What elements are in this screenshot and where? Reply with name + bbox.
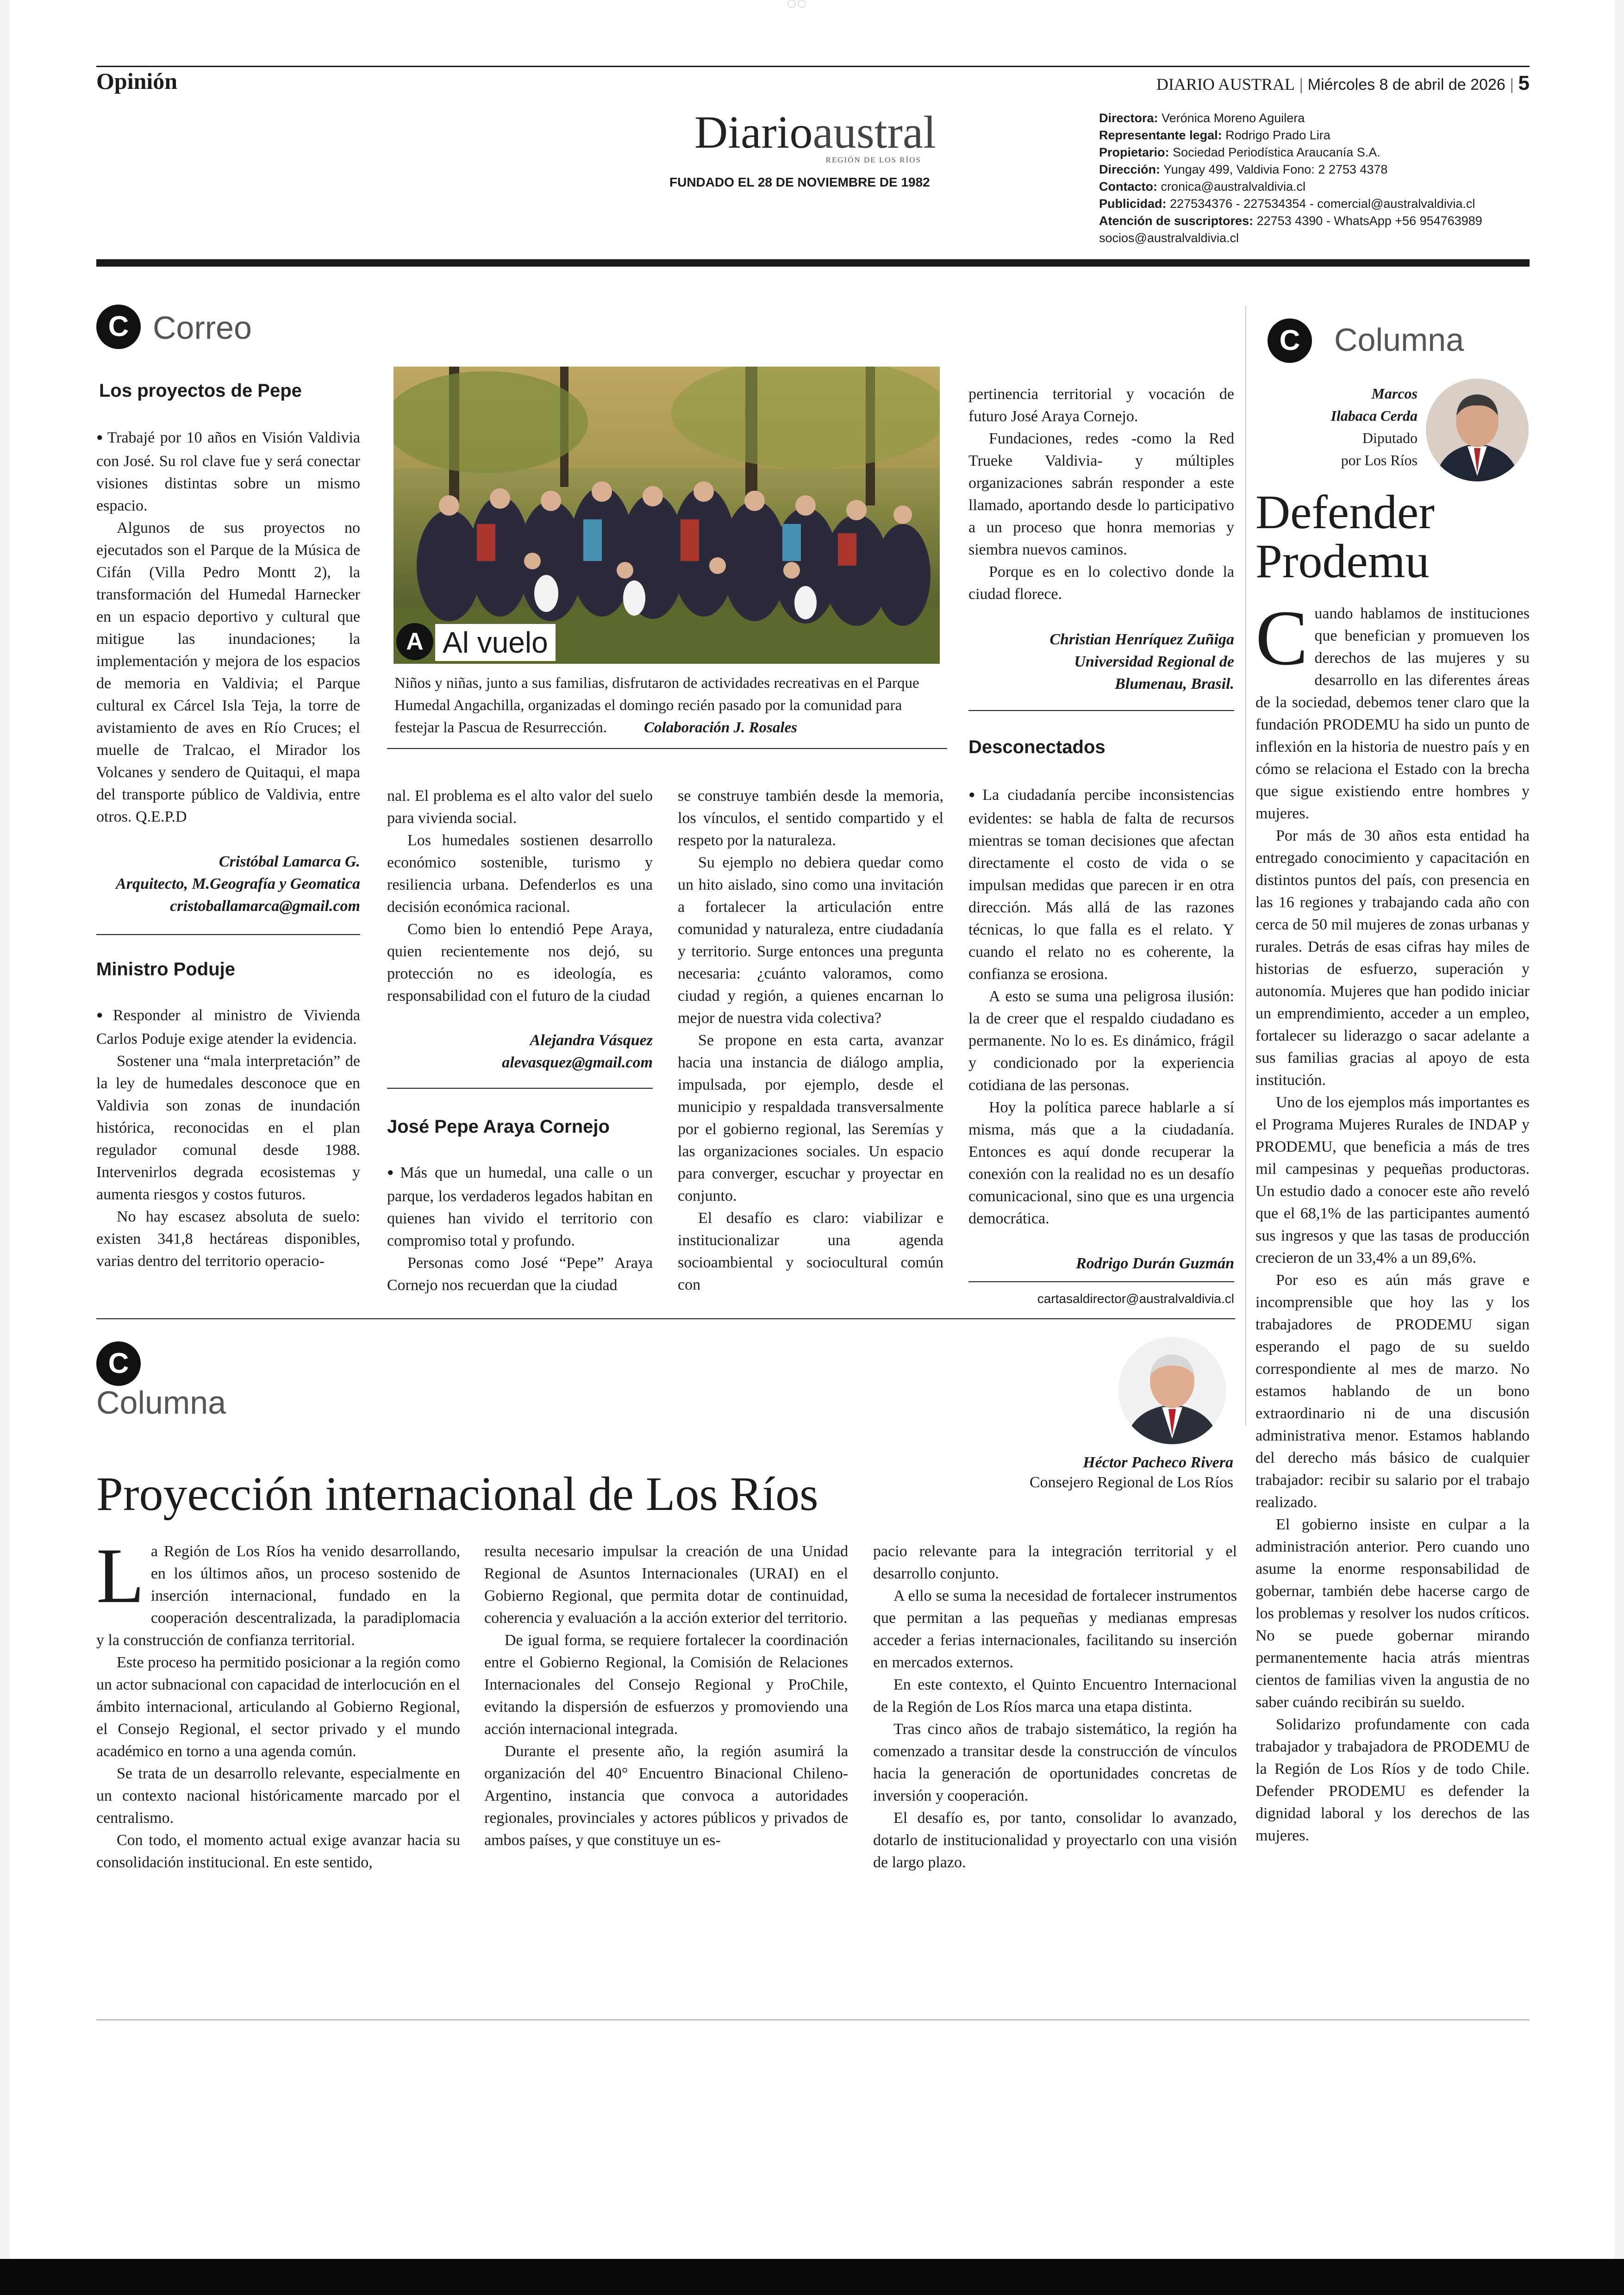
divider (387, 1088, 653, 1089)
correo-badge: C (96, 305, 141, 349)
letter-body: ● Responder al ministro de Vivienda Carlos Poduje exige atender la evidencia. Sostener una “mala interpretación” de la ley de humedales desconoce que en Valdivia son zonas de inundación histórica, reconocidas en el plan regulador comunal desde 1988. Intervenirlos degrada ecosistemas y aumenta riesgos y costos futuros. No hay escasez absoluta de suelo: existen 341,8 hectáreas disponibles, varias dentro del territorio operacio- (96, 1004, 360, 1272)
logo-diario: Diario (694, 106, 813, 158)
letter-title: José Pepe Araya Cornejo (387, 1116, 610, 1137)
masthead-line: Atención de suscriptores: 22753 4390 - WhatsApp +56 954763989 (1099, 214, 1482, 228)
divider (387, 748, 947, 749)
page-margin-left (0, 0, 9, 2295)
column-body: resulta necesario impulsar la creación de una Unidad Regional de Asuntos Internacionales (URAI) en el Gobierno Regional, que permita dotar de continuidad, coherencia y evaluación a la acción exterior del territorio. De igual forma, se requiere fortalecer la coordinación entre el Gobierno Regional, la Comisión de Relaciones Internacionales del Consejo Regional y ProChile, evitando la dispersión de esfuerzos y promoviendo una acción internacional integrada. Durante el presente año, la región asumirá la organización del 40° Encuentro Binacional Chileno-Argentino, instancia que convoca a autoridades regionales, provinciales y actores públicos y privados de ambos países, y que constituye un es- (484, 1543, 848, 1849)
section-title: Opinión (96, 68, 178, 94)
columna-label: Columna (96, 1384, 226, 1421)
author-photo (1426, 379, 1529, 481)
letter-body: ● La ciudadanía percibe inconsistencias evidentes: se habla de falta de recursos mientras se toman decisiones que afectan directamente el costo de vida o se impulsan medidas que parecen ir en otra dirección. Más allá de las razones técnicas, lo que falla es el relato. Y cuando el relato no es coherente, la confianza se erosiona. A esto se suma una peligrosa ilusión: la de creer que el respaldo ciudadano es permanente. No lo es. Es dinámico, frágil y condicionado por la experiencia cotidiana de las personas. Hoy la política parece hablarle a sí misma, más que a la ciudadanía. Entonces es aquí donde recuperar la conexión con la realidad no es un desafío comunicacional, sino que es una urgencia democrática. (968, 784, 1234, 1230)
column-author-role: Consejero Regional de Los Ríos (1029, 1474, 1233, 1491)
divider (968, 1281, 1234, 1282)
column-body: La Región de Los Ríos ha venido desarrollando, en los últimos años, un proceso sostenido de inserción internacional, fundado en la cooperación descentralizada, la paradiplomacia y la construcción de confianza territorial. Este proceso ha permitido posicionar a la región como un actor subnacional con capacidad de interlocución en el ámbito internacional, articulando al Gobierno Regional, el Consejo Regional, el sector privado y el mundo académico en torno a una agenda común. Se trata de un desarrollo relevante, especialmente en un contexto nacional históricamente marcado por el centralismo. Con todo, el momento actual exige avanzar hacia su consolidación institucional. En este sentido, (96, 1532, 460, 1871)
column-separator (1245, 306, 1246, 1426)
founded-line: FUNDADO EL 28 DE NOVIEMBRE DE 1982 (669, 175, 930, 189)
letter-body-continued: nal. El problema es el alto valor del suelo para vivienda social. Los humedales sostienen desarrollo económico sostenible, turismo y resiliencia urbana. Defenderlos es una decisión económica racional. Como bien lo entendió Pepe Araya, quien recientemente nos dejó, su protección no es ideología, es responsabilidad con el futuro de la ciudad (387, 787, 653, 1004)
page-margin-right (1615, 0, 1624, 2295)
divider (96, 934, 360, 935)
letter-title: Desconectados (968, 737, 1106, 757)
al-vuelo-label: Al vuelo (435, 624, 556, 661)
column-body: pacio relevante para la integración territorial y el desarrollo conjunto. A ello se suma la necesidad de fortalecer instrumentos que permitan a las pequeñas y medianas empresas acceder a ferias internacionales, facilitando su inserción en mercados externos. En este contexto, el Quinto Encuentro Internacional de la Región de Los Ríos marca una etapa distinta. Tras cinco años de trabajo sistemático, la región ha comenzado a transitar desde la construcción de vínculos hacia la generación de oportunidades concretas de inversión y cooperación. El desafío es, por tanto, consolidar lo avanzado, dotarlo de institucionalidad y proyectarlo con una visión de largo plazo. (873, 1543, 1237, 1871)
author-photo (1118, 1337, 1226, 1444)
dropcap: C (1255, 594, 1308, 681)
masthead (1099, 110, 1482, 247)
group-photo (394, 367, 940, 664)
columna-badge: C (1268, 318, 1312, 363)
letter-title: Los proyectos de Pepe (99, 380, 302, 401)
al-vuelo-badge: A (396, 623, 433, 660)
column-author: Marcos Ilabaca Cerda Diputado por Los Ríos (1330, 385, 1418, 468)
column-body: Cuando hablamos de instituciones que benefician y promueven los derechos de las mujeres y su desarrollo en las diferentes áreas de la sociedad, debemos tener claro que la fundación PRODEMU ha sido un punto de inflexión en la historia de nuestro país y en cómo se relaciona el Estado con la brecha que sigue existiendo entre hombres y mujeres. Por más de 30 años esta entidad ha entregado conocimiento y capacitación en distintos puntos del país, con presencia en las 16 regiones y trabajando cada año con cerca de 50 mil mujeres de zonas urbanas y rurales. Detrás de esas cifras hay miles de historias de esfuerzo, superación y autonomía. Mujeres que han podido iniciar un emprendimiento, acceder a un empleo, fortalecer su liderazgo o sacar adelante a sus familias gracias al apoyo de esta institución. Uno de los ejemplos más importantes es el Programa Mujeres Rurales de INDAP y PRODEMU, que beneficia a más de tres mil campesinas y pequeñas productoras. Un estudio dado a conocer este año reveló que el 68,1% de las participantes aumentó sus ingresos y que las tasas de producción crecieron de un 33,4% a un 89,6%. Por eso es aún más grave e incomprensible que hoy las y los trabajadores de PRODEMU sigan esperando el pago de su sueldo correspondiente al mes de marzo. No estamos hablando de un bono extraordinario ni de una discusión administrativa menor. Estamos hablando del derecho más básico de cualquier trabajador: recibir su salario por el trabajo realizado. El gobierno insiste en culpar a la administración anterior. Pero cuando uno asume la enorme responsabilidad de gobernar, también debe hacerse cargo de los problemas y resolver los nudos críticos. No se puede gobernar mirando permanentemente hacia atrás mientras cientos de familias viven la angustia de no saber cuándo recibirán su sueldo. Solidarizo profundamente con cada trabajador y trabajadora de PRODEMU de la Región de Los Ríos y de todo Chile. Defender PRODEMU es defender la dignidad laboral y los derechos de las mujeres. (1255, 594, 1530, 1844)
letter-body: ● Más que un humedal, una calle o un parque, los verdaderos legados habitan en quienes han vivido el territorio con compromiso total y profundo. Personas como José “Pepe” Araya Cornejo nos recuerdan que la ciudad (387, 1162, 653, 1297)
letter-body-continued: pertinencia territorial y vocación de futuro José Araya Cornejo. Fundaciones, redes -como la Red Trueke Valdivia- y múltiples organizaciones sabrán responder a este llamado, aportando desde lo participativo a un proceso que honra memorias y siembra nuevos caminos. Porque es en lo colectivo donde la ciudad florece. (968, 386, 1234, 603)
columna-label: Columna (1334, 322, 1464, 358)
logo-region: REGIÓN DE LOS RÍOS (825, 156, 921, 164)
photo-caption: Niños y niñas, junto a sus familias, disfrutaron de actividades recreativas en el Parque Humedal Angachilla, organizadas el domingo recién pasado por la comunidad para festejar la Pascua de Resurrección. Colaboración J. Rosales (394, 675, 919, 736)
divider (96, 1318, 1235, 1319)
masthead-line: Publicidad: 227534376 - 227534354 - comercial@australvaldivia.cl (1099, 197, 1475, 211)
letter-signature: Christian Henríquez Zuñiga Universidad Regional de Blumenau, Brasil. (1049, 631, 1234, 692)
columna-badge: C (96, 1341, 141, 1386)
letter-body-continued: se construye también desde la memoria, los vínculos, el sentido compartido y el respeto por la naturaleza. Su ejemplo no debiera quedar como un hito aislado, sino como una invitación a fortalecer la articulación entre comunidad y naturaleza, entre ciudadanía y territorio. Surge entonces una pregunta necesaria: ¿cuánto valoramos, como ciudad y región, a quienes encarnan lo mejor de nuestra vida colectiva? Se propone en esta carta, avanzar hacia una instancia de diálogo amplia, impulsada, por ejemplo, desde el municipio y respaldada transversalmente por el gobierno regional, las Seremías y las organizaciones sociales. Un espacio para converger, escuchar y proyectar en conjunto. El desafío es claro: viabilizar e institucionalizar una agenda socioambiental y sociocultural común con (678, 787, 943, 1293)
masthead-line: Directora: Verónica Moreno Aguilera (1099, 111, 1305, 125)
publication-name: DIARIO AUSTRAL (1156, 75, 1295, 94)
dropcap: L (96, 1532, 144, 1619)
scroll-indicator (787, 0, 806, 10)
top-rule (96, 66, 1530, 67)
header-rule (96, 259, 1530, 267)
letters-email[interactable]: cartasaldirector@australvaldivia.cl (1037, 1291, 1234, 1306)
masthead-line: socios@australvaldivia.cl (1099, 231, 1239, 245)
masthead-line: Contacto: cronica@australvaldivia.cl (1099, 180, 1306, 193)
letter-signature: Cristóbal Lamarca G. Arquitecto, M.Geografía y Geomatica cristoballamarca@gmail.com (116, 853, 360, 915)
letter-signature: Rodrigo Durán Guzmán (1075, 1255, 1234, 1272)
masthead-line: Dirección: Yungay 499, Valdivia Fono: 2 2753 4378 (1099, 162, 1388, 176)
issue-date: Miércoles 8 de abril de 2026 (1307, 76, 1505, 94)
masthead-line: Propietario: Sociedad Periodística Araucanía S.A. (1099, 145, 1380, 159)
page-folio: DIARIO AUSTRAL | Miércoles 8 de abril de 2026 | 5 (1156, 72, 1530, 94)
column-title: Defender Prodemu (1255, 486, 1435, 588)
logo-austral: austral (812, 106, 937, 158)
photo-credit: Colaboración J. Rosales (644, 719, 797, 736)
letter-body: ● Trabajé por 10 años en Visión Valdivia con José. Su rol clave fue y será conectar visiones distintas sobre un mismo espacio. Algunos de sus proyectos no ejecutados son el Parque de la Música de Cifán (Villa Pedro Montt 2), la transformación del Humedal Harnecker en un espacio deportivo y cultural que mitigue las inundaciones; la implementación y mejora de los espacios de memoria en Valdivia; el Parque cultural ex Cárcel Isla Teja, la torre de avistamiento de aves en Río Cruces; el muelle de Tralcao, el Mirador los Volcanes y sendero de Quitaqui, el mapa del transporte público de Valdivia, entre otros. Q.E.P.D (96, 427, 360, 828)
correo-label: Correo (153, 310, 252, 346)
masthead-line: Representante legal: Rodrigo Prado Lira (1099, 128, 1330, 142)
letter-signature: Alejandra Vásquez alevasquez@gmail.com (502, 1032, 653, 1071)
bottom-bar (0, 2259, 1624, 2295)
column-title: Proyección internacional de Los Ríos (96, 1467, 818, 1521)
logo (694, 106, 937, 165)
divider (968, 710, 1234, 711)
page-number: 5 (1518, 72, 1530, 94)
footer-rule (96, 2019, 1530, 2021)
letter-title: Ministro Poduje (96, 959, 235, 979)
column-author-name: Héctor Pacheco Rivera (1083, 1454, 1233, 1471)
